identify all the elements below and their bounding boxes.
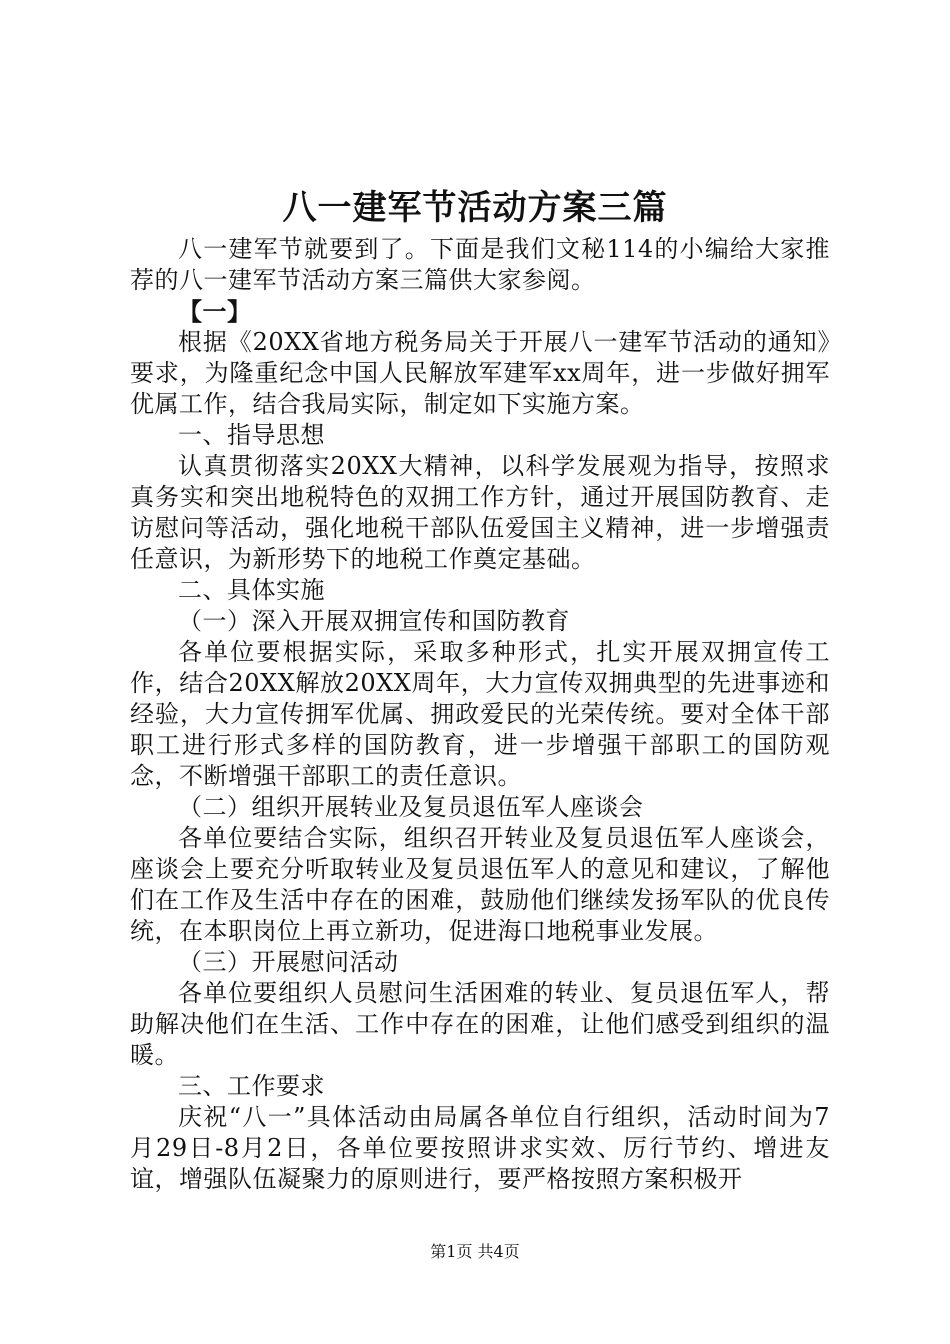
section-heading-implementation: 二、具体实施	[178, 576, 325, 604]
body-paragraph: 各单位要根据实际，采取多种形式，扎实开展双拥宣传工作，结合20XX解放20XX周年，大力宣传双拥典型的先进事迹和经验，大力宣传拥军优属、拥政爱民的光荣传统。要对全体干部职工进行形式多样的国防教育，进一步增强干部职工的国防观念，不断增强干部职工的责任意识。	[130, 638, 830, 790]
section-marker-one: 【一】	[178, 297, 252, 326]
body-paragraph: 庆祝“八一”具体活动由局属各单位自行组织，活动时间为7月29日-8月2日，各单位要按照讲求实效、厉行节约、增进友谊，增强队伍凝聚力的原则进行，要严格按照方案积极开	[130, 1103, 830, 1193]
intro-paragraph: 八一建军节就要到了。下面是我们文秘114的小编给大家推荐的八一建军节活动方案三篇供大家参阅。	[130, 235, 830, 294]
section-heading-guiding-thought: 一、指导思想	[178, 421, 325, 449]
document-title: 八一建军节活动方案三篇	[282, 188, 668, 228]
body-paragraph: 认真贯彻落实20XX大精神，以科学发展观为指导，按照求真务实和突出地税特色的双拥工作方针，通过开展国防教育、走访慰问等活动，强化地税干部队伍爱国主义精神，进一步增强责任意识，为新形势下的地税工作奠定基础。	[130, 452, 830, 573]
section-heading-requirements: 三、工作要求	[178, 1072, 325, 1100]
subsection-heading-2: （二）组织开展转业及复员退伍军人座谈会	[178, 793, 644, 821]
body-paragraph: 各单位要结合实际，组织召开转业及复员退伍军人座谈会，座谈会上要充分听取转业及复员退伍军人的意见和建议，了解他们在工作及生活中存在的困难，鼓励他们继续发扬军队的优良传统，在本职岗位上再立新功，促进海口地税事业发展。	[130, 824, 830, 945]
subsection-heading-3: （三）开展慰问活动	[178, 948, 399, 976]
page-footer: 第1页 共4页	[430, 1242, 520, 1261]
body-paragraph: 各单位要组织人员慰问生活困难的转业、复员退伍军人，帮助解决他们在生活、工作中存在的困难，让他们感受到组织的温暖。	[130, 979, 830, 1069]
document-body	[130, 234, 830, 1195]
body-paragraph: 根据《20XX省地方税务局关于开展八一建军节活动的通知》要求，为隆重纪念中国人民解放军建军xx周年，进一步做好拥军优属工作，结合我局实际，制定如下实施方案。	[130, 328, 830, 418]
subsection-heading-1: （一）深入开展双拥宣传和国防教育	[178, 607, 570, 635]
